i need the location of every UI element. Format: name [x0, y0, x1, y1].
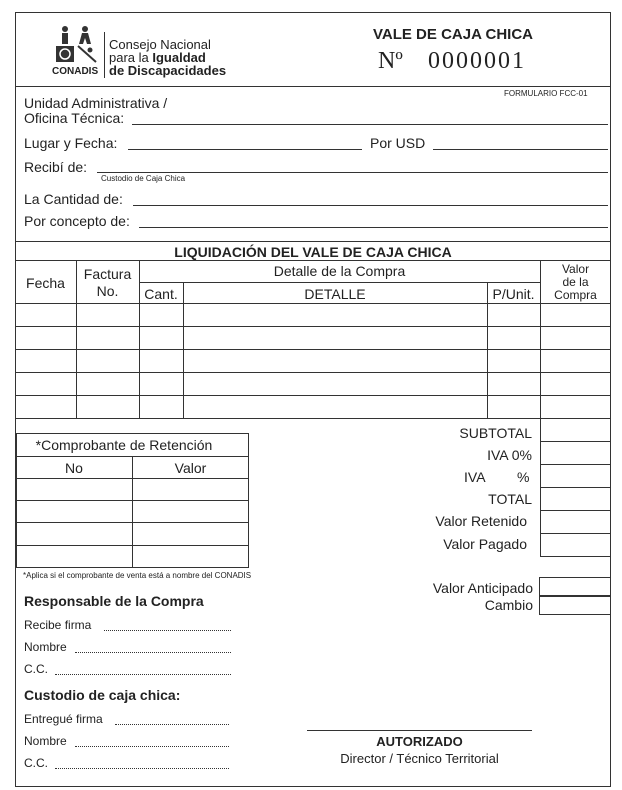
subtotal-label: SUBTOTAL — [459, 425, 532, 441]
responsable-title: Responsable de la Compra — [24, 593, 204, 609]
cantidad-line[interactable] — [133, 205, 608, 206]
col-valor-1: Valor — [561, 262, 590, 276]
iva-label: IVA — [464, 469, 486, 485]
liq-row-line — [15, 326, 611, 327]
liq-col-line — [183, 282, 184, 418]
liq-row-line — [15, 372, 611, 373]
col-fecha: Fecha — [26, 275, 65, 291]
entregue-firma-label: Entregué firma — [24, 712, 103, 726]
resp-nombre-label: Nombre — [24, 640, 67, 654]
totals-row-line — [540, 510, 611, 511]
liq-subheader-rule — [139, 282, 540, 283]
col-detalle: DETALLE — [304, 286, 366, 302]
col-factura-1: Factura — [83, 266, 132, 282]
autorizado-subtitle: Director / Técnico Territorial — [340, 751, 499, 766]
iva0-label: IVA 0% — [487, 447, 532, 463]
autorizado-signature-line[interactable] — [307, 730, 532, 731]
liq-bottom — [15, 418, 611, 419]
number-prefix: Nº — [378, 48, 403, 74]
header-rule — [15, 86, 611, 87]
totals-row-line — [540, 464, 611, 465]
col-valor-3: Compra — [554, 288, 597, 302]
form-frame — [15, 12, 611, 787]
totals-row-line — [540, 533, 611, 534]
totals-row-line — [540, 441, 611, 442]
liq-header-rule — [15, 260, 611, 261]
lugar-fecha-line[interactable] — [128, 149, 362, 150]
col-punit: P/Unit. — [492, 286, 535, 302]
col-detalle-compra: Detalle de la Compra — [273, 263, 406, 279]
por-usd-label: Por USD — [370, 135, 426, 151]
recibe-firma-label: Recibe firma — [24, 618, 92, 632]
por-usd-line[interactable] — [433, 149, 608, 150]
ret-col-no: No — [65, 460, 83, 476]
liq-title: LIQUIDACIÓN DEL VALE DE CAJA CHICA — [174, 244, 452, 260]
cambio-box[interactable] — [539, 596, 611, 615]
cust-nombre-line[interactable] — [75, 746, 229, 747]
totals-row-line — [540, 487, 611, 488]
entregue-firma-line[interactable] — [115, 724, 229, 725]
lugar-fecha-label: Lugar y Fecha: — [24, 135, 118, 151]
cambio-label: Cambio — [484, 597, 533, 613]
unidad-field-line[interactable] — [132, 124, 608, 125]
form-code: FORMULARIO FCC-01 — [504, 89, 588, 98]
resp-cc-label: C.C. — [24, 662, 48, 676]
concepto-label: Por concepto de: — [24, 213, 130, 229]
form-title: VALE DE CAJA CHICA — [373, 26, 534, 43]
retencion-title: *Comprobante de Retención — [35, 437, 213, 453]
cust-nombre-label: Nombre — [24, 734, 67, 748]
liq-col-line — [139, 260, 140, 418]
ret-col-valor: Valor — [174, 460, 207, 476]
voucher-number: 0000001 — [428, 48, 526, 74]
recibi-de-label: Recibí de: — [24, 159, 88, 175]
liq-header-bottom — [15, 303, 611, 304]
valor-pagado-label: Valor Pagado — [443, 536, 527, 552]
valor-retenido-label: Valor Retenido — [435, 513, 527, 529]
iva-pct: % — [517, 469, 530, 485]
resp-nombre-line[interactable] — [75, 652, 231, 653]
logo-divider — [104, 32, 105, 78]
liq-top-rule — [15, 241, 611, 242]
col-cant: Cant. — [144, 286, 178, 302]
cust-cc-line[interactable] — [55, 768, 229, 769]
org-line-3: de Discapacidades — [109, 63, 227, 78]
custodio-title: Custodio de caja chica: — [24, 687, 181, 703]
logo-text: CONADIS — [52, 66, 99, 77]
org-line-1: Consejo Nacional — [109, 37, 211, 52]
resp-cc-line[interactable] — [55, 674, 231, 675]
liq-col-line — [487, 282, 488, 418]
ret-col-line — [132, 456, 133, 568]
unidad-label-1: Unidad Administrativa / — [24, 95, 168, 111]
cust-cc-label: C.C. — [24, 756, 48, 770]
col-valor-2: de la — [562, 275, 589, 289]
recibe-firma-line[interactable] — [104, 630, 231, 631]
cantidad-label: La Cantidad de: — [24, 191, 123, 207]
recibi-de-line[interactable] — [97, 172, 608, 173]
retencion-footnote: *Aplica si el comprobante de venta está a nombre del CONADIS — [23, 571, 252, 580]
liq-row-line — [15, 349, 611, 350]
concepto-line[interactable] — [139, 227, 608, 228]
custodio-caption: Custodio de Caja Chica — [101, 174, 186, 183]
col-factura-2: No. — [96, 283, 119, 299]
anticipado-box[interactable] — [539, 577, 611, 596]
totals-row-line — [540, 556, 611, 557]
autorizado-title: AUTORIZADO — [376, 734, 463, 749]
unidad-label-2: Oficina Técnica: — [24, 110, 125, 126]
valor-anticipado-label: Valor Anticipado — [432, 580, 533, 596]
org-line-2: para la Igualdad — [109, 50, 206, 65]
totals-col-line — [540, 418, 541, 556]
liq-row-line — [15, 395, 611, 396]
total-label: TOTAL — [488, 491, 532, 507]
